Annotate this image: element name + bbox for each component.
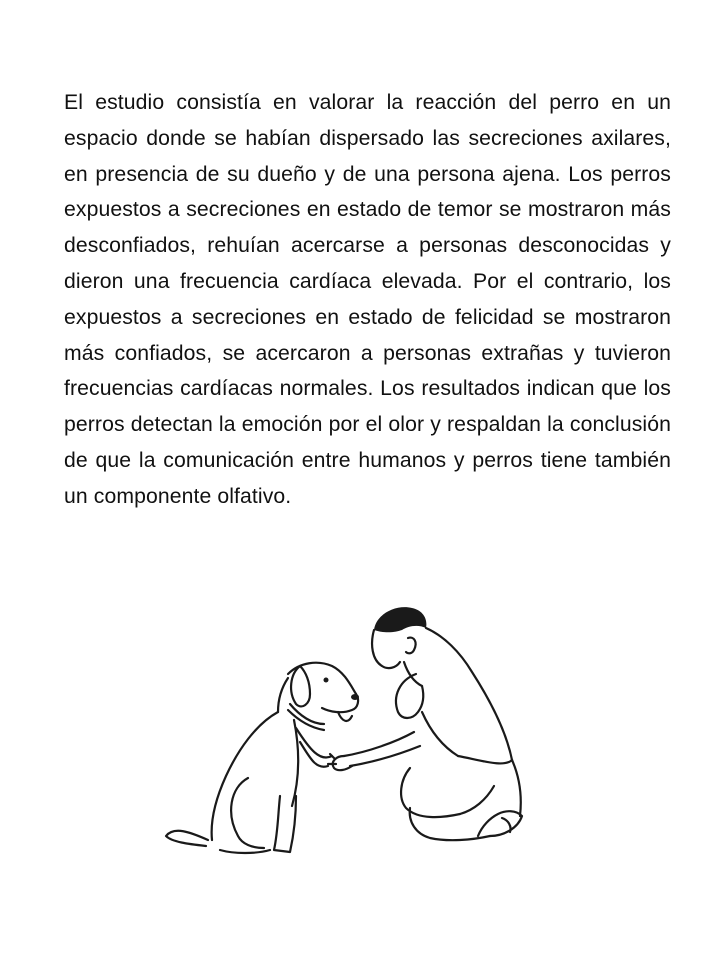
dog-drawing	[166, 663, 359, 853]
man-and-dog-illustration	[160, 600, 560, 860]
body-paragraph: El estudio consistía en valorar la reacción del perro en un espacio donde se habían dispersado las secreciones axilares, en presencia de su dueño y de una persona ajena. Los perros expuestos a secreciones en estado de temor se mostraron más desconfiados, rehuían acercarse a personas desconocidas y dieron una frecuencia cardíaca elevada. Por el contrario, los expuestos a secreciones en estado de felicidad se mostraron más confiados, se acercaron a personas extrañas y tuvieron frecuencias cardíacas normales. Los resultados indican que los perros detectan la emoción por el olor y respaldan la conclusión de que la comunicación entre humanos y perros tiene también un componente olfativo.	[64, 91, 671, 508]
man-drawing	[328, 607, 522, 840]
